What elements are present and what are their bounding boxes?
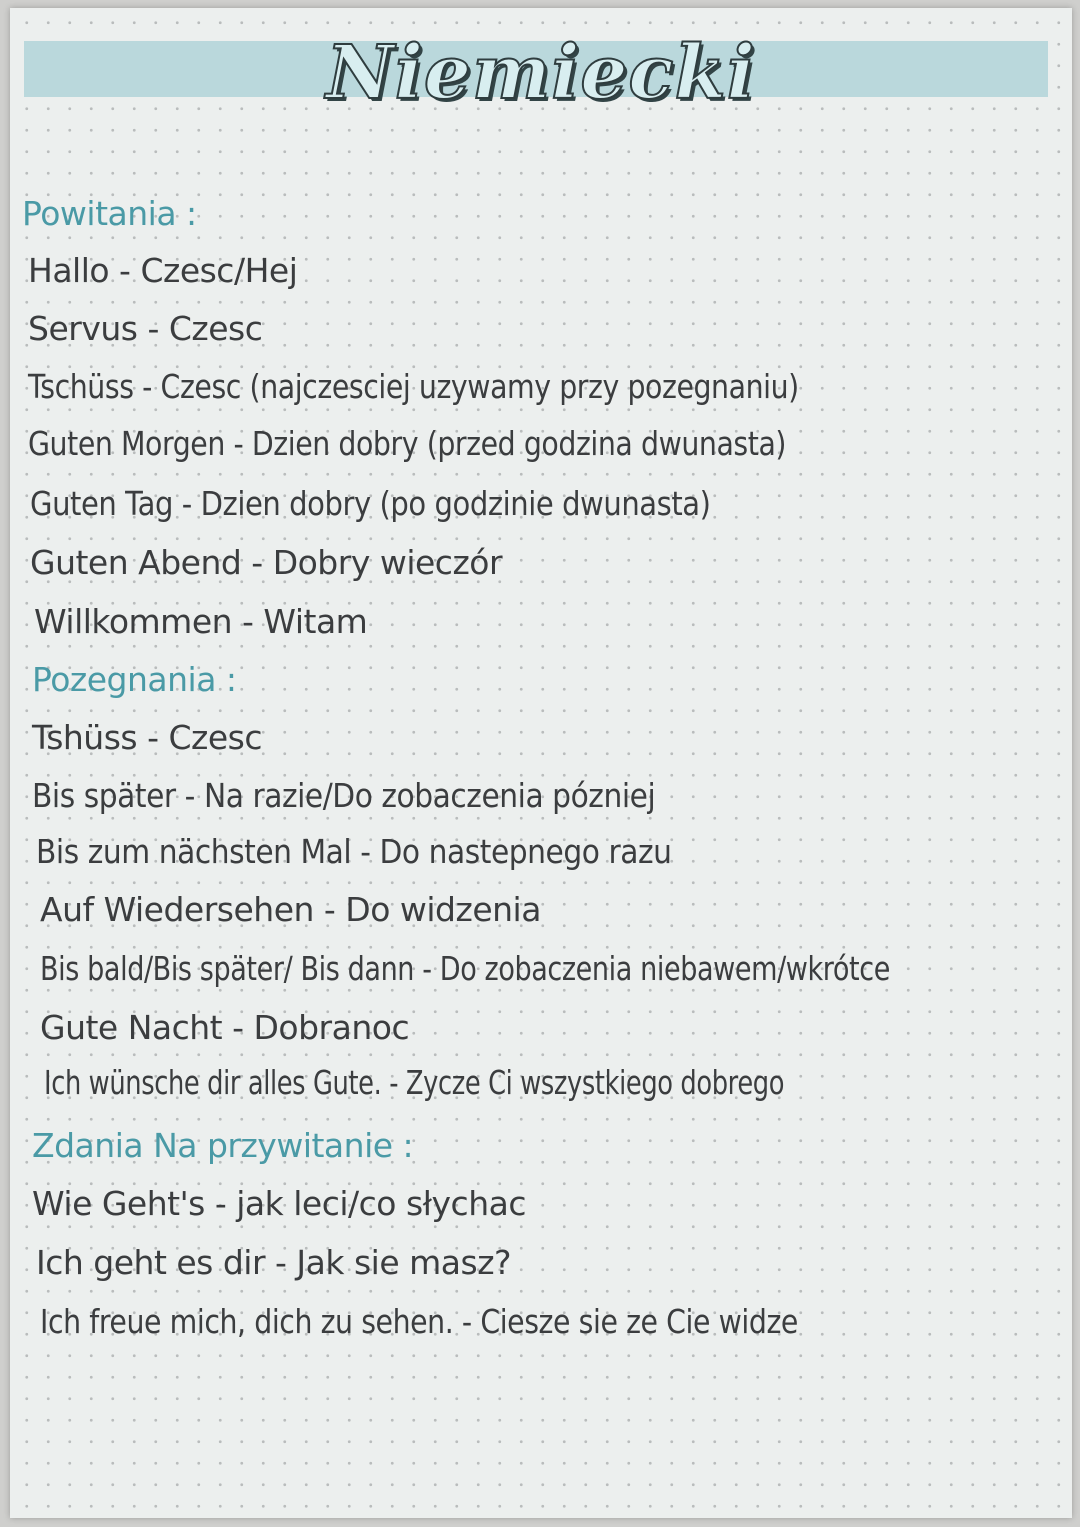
- list-item: Willkommen - Witam: [34, 602, 368, 641]
- list-item: Bis zum nächsten Mal - Do nastepnego razu: [36, 832, 672, 871]
- list-item: Guten Abend - Dobry wieczór: [30, 543, 503, 582]
- list-item: Tshüss - Czesc: [32, 718, 262, 757]
- list-item: Bis bald/Bis später/ Bis dann - Do zobaczenia niebawem/wkrótce: [40, 949, 890, 988]
- list-item: Ich wünsche dir alles Gute. - Zycze Ci wszystkiego dobrego: [44, 1063, 785, 1102]
- page-title: Niemiecki: [326, 30, 756, 116]
- list-item: Auf Wiedersehen - Do widzenia: [40, 890, 541, 929]
- list-item: Gute Nacht - Dobranoc: [40, 1008, 410, 1047]
- section-heading-powitania: Powitania :: [22, 194, 197, 233]
- list-item: Tschüss - Czesc (najczesciej uzywamy przy pozegnaniu): [28, 367, 799, 406]
- list-item: Servus - Czesc: [28, 309, 263, 348]
- notebook-page: [10, 8, 1072, 1518]
- section-heading-zdania: Zdania Na przywitanie :: [32, 1126, 414, 1165]
- list-item: Bis später - Na razie/Do zobaczenia pózniej: [32, 776, 656, 815]
- list-item: Guten Morgen - Dzien dobry (przed godzina dwunasta): [28, 424, 787, 463]
- list-item: Guten Tag - Dzien dobry (po godzinie dwunasta): [30, 484, 711, 523]
- list-item: Hallo - Czesc/Hej: [28, 251, 298, 290]
- section-heading-pozegnania: Pozegnania :: [32, 660, 237, 699]
- list-item: Wie Geht's - jak leci/co słychac: [32, 1184, 526, 1223]
- list-item: Ich geht es dir - Jak sie masz?: [36, 1243, 512, 1282]
- list-item: Ich freue mich, dich zu sehen. - Ciesze sie ze Cie widze: [40, 1302, 798, 1341]
